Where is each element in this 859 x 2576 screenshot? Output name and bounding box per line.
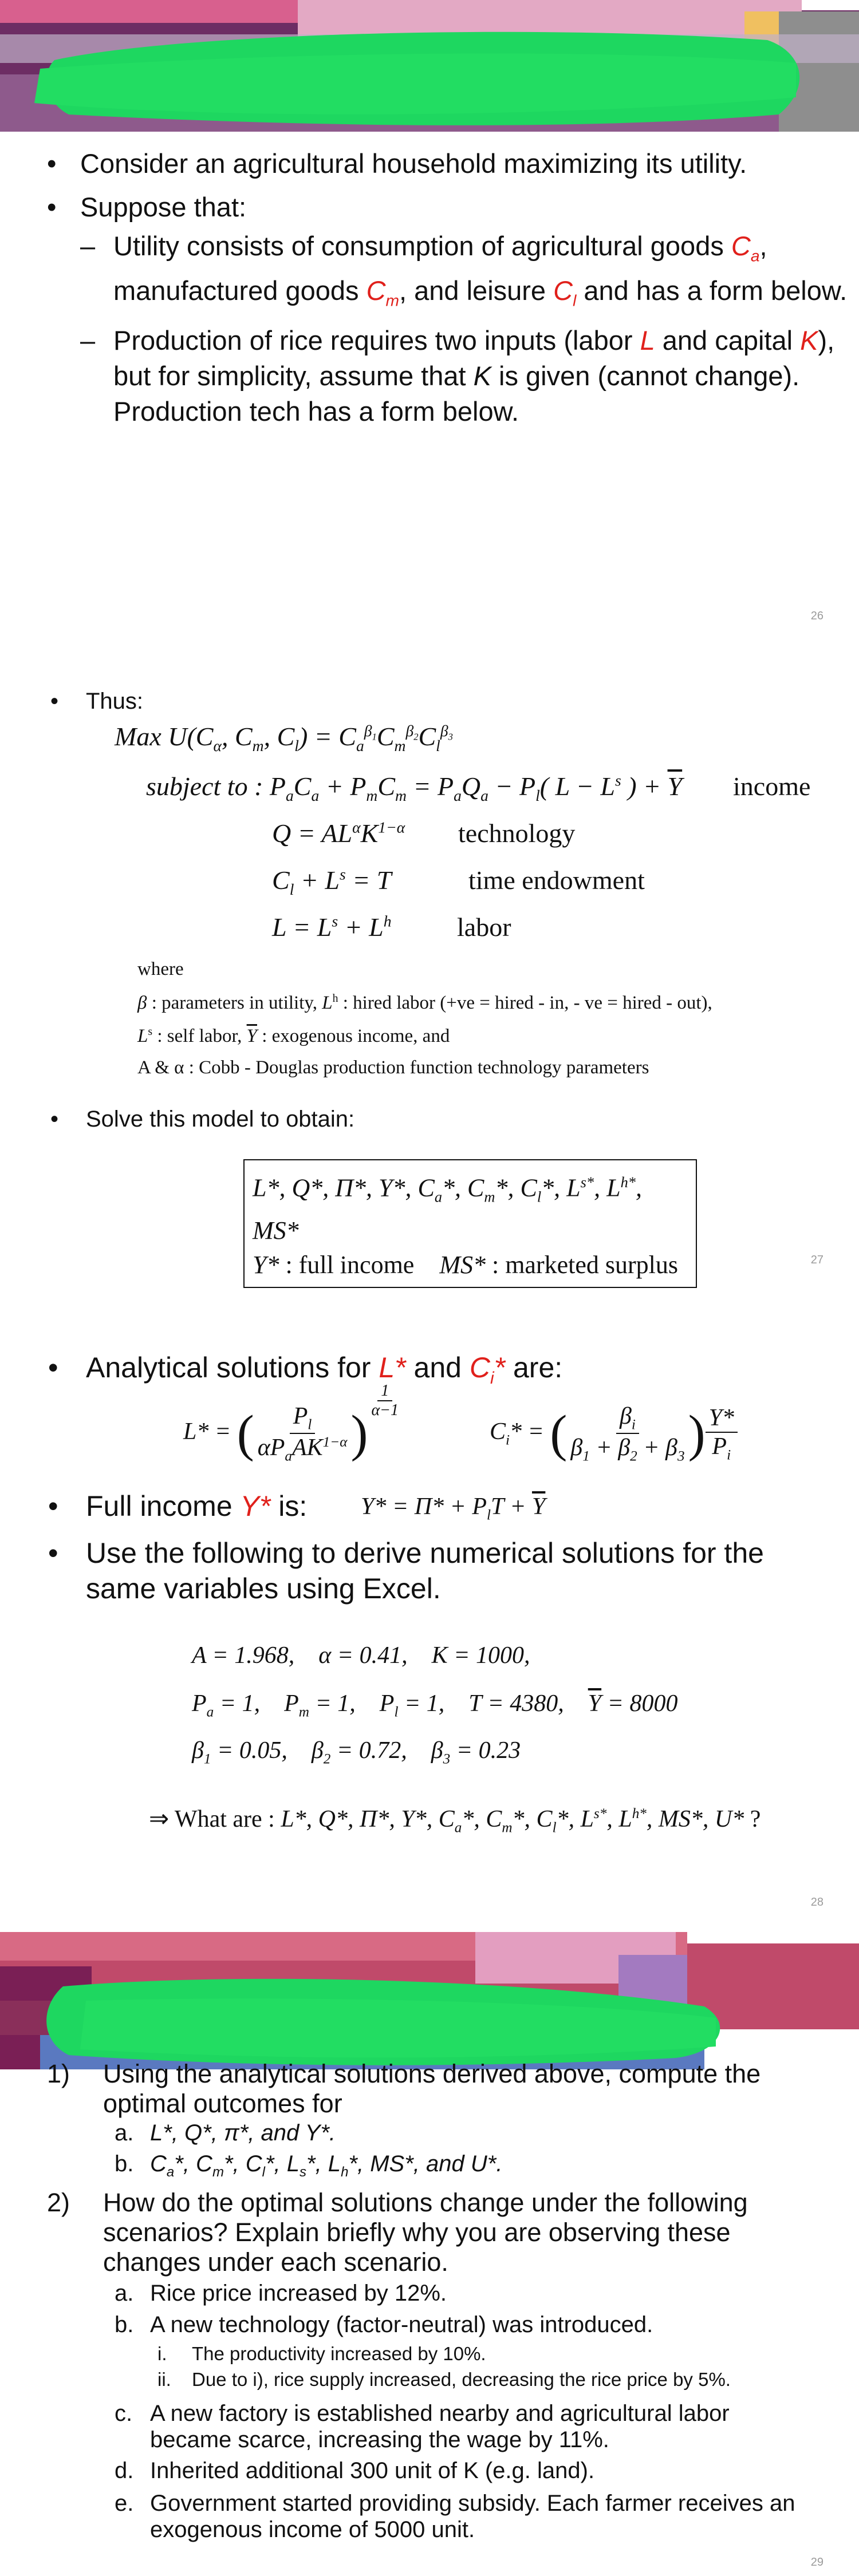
technology-eq: $Q = AL^\alpha K^{1-\alpha}$: [272, 818, 405, 848]
solution-variables: L*, Q*, Π*, Y*, $C_a*$, $C_m*$, $C_l*$, $L^{s*}$, $L^{h*}$, MS*: [253, 1174, 642, 1245]
question-2b-ii-label: ii.: [157, 2369, 171, 2390]
slide1-bullets: [47, 146, 849, 437]
slide-27: [0, 644, 859, 1288]
page-number: 26: [810, 610, 823, 622]
time-endowment-eq: $C_l + L^s = T$: [272, 865, 392, 899]
income-label: income: [733, 772, 811, 801]
solution-box: [243, 1159, 697, 1288]
where-line-2: $L^s$ : self labor, $\overline{Y}$ : exogenous income, and: [137, 1025, 450, 1046]
question-2b-i-label: i.: [157, 2343, 167, 2364]
page-number: 29: [810, 2556, 823, 2569]
question-2a-label: a.: [115, 2281, 134, 2306]
where-line-3: A & α : Cobb - Douglas production function technology parameters: [137, 1057, 649, 1078]
question-1a: L*, Q*, π*, and Y*.: [150, 2120, 336, 2146]
question-1b-label: b.: [115, 2151, 134, 2176]
thus-bullet: • Thus:: [86, 689, 143, 714]
question-2d: Inherited additional 300 unit of K (e.g. land).: [150, 2458, 595, 2483]
question-1b: $C_a*$, $C_m*$, $C_l*$, $L_s*$, $L_h*$, MS*, and U*.: [150, 2151, 503, 2180]
time-endowment-label: time endowment: [468, 866, 645, 895]
what-are-line: ⇒ What are : L*, Q*, Π*, Y*, $C_a*$, $C_m*$, $C_l*$, $L^{s*}$, $L^{h*}$, MS*, U* ?: [149, 1806, 761, 1836]
question-2c-label: c.: [115, 2401, 133, 2426]
params-line-1: A = 1.968, α = 0.41, K = 1000,: [192, 1642, 530, 1669]
solve-bullet: • Solve this model to obtain:: [86, 1107, 354, 1132]
excel-bullet: • Use the following to derive numerical solutions for the same variables using Excel.: [86, 1535, 819, 1606]
redacted-header-banner: [0, 0, 859, 143]
slide-26: [0, 0, 859, 644]
question-2: How do the optimal solutions change under the following scenarios? Explain briefly why you are observing these changes under each scenario.: [103, 2188, 748, 2277]
question-2b-ii: Due to i), rice supply increased, decreasing the rice price by 5%.: [192, 2369, 731, 2390]
slide-28: [0, 1288, 859, 1932]
question-1a-label: a.: [115, 2120, 134, 2146]
question-2b-i: The productivity increased by 10%.: [192, 2343, 486, 2364]
question-2d-label: d.: [115, 2458, 134, 2483]
sub-bullet-production: – Production of rice requires two inputs (labor L and capital K), but for simplicity, assume that K is given (cannot change). Production tech has a form below.: [80, 323, 849, 429]
bullet-suppose: • Suppose that: – Utility consists of consumption of agricultural goods $C_a$, manufactured goods $C_m$, and leisure $C_l$ and has a form below. – Production of rice requires two inputs (labor L and capital K), but for simplicity, assume that K is given (cannot change). Production tech has a form below.: [47, 189, 849, 429]
where-line-1: β : parameters in utility, $L^h$ : hired labor (+ve = hired - in, - ve = hired - out),: [137, 992, 712, 1013]
bullet-household: • Consider an agricultural household maximizing its utility.: [47, 146, 849, 181]
redacted-header-banner: [0, 1932, 859, 2069]
question-2-number: 2): [47, 2188, 70, 2217]
question-2c: A new factory is established nearby and agricultural labor became scarce, increasing the wage by 11%.: [150, 2401, 730, 2452]
technology-label: technology: [458, 819, 576, 848]
params-line-3: $\beta_1 = 0.05$, $\beta_2 = 0.72$, $\beta_3 = 0.23$: [192, 1737, 521, 1767]
sub-bullet-utility: – Utility consists of consumption of agricultural goods $C_a$, manufactured goods $C_m$, and leisure $C_l$ and has a form below.: [80, 228, 849, 318]
slide-29: [0, 1932, 859, 2576]
where-label: where: [137, 959, 184, 979]
question-2b: A new technology (factor-neutral) was introduced.: [150, 2312, 653, 2337]
page-number: 28: [810, 1896, 823, 1909]
labor-solution-eq: L* = ( $\frac{P_l}{\alpha P_aAK^{1-\alpha}}$ ) $^{\frac{1}{\alpha-1}}$: [183, 1382, 399, 1464]
question-2e-label: e.: [115, 2491, 134, 2516]
full-income-bullet: • Full income Y* is:: [86, 1490, 307, 1523]
question-2b-label: b.: [115, 2312, 134, 2337]
question-2a: Rice price increased by 12%.: [150, 2281, 447, 2306]
question-1: Using the analytical solutions derived above, compute the optimal outcomes for: [103, 2059, 761, 2118]
solution-definitions: Y* : full income MS* : marketed surplus: [253, 1251, 679, 1279]
question-2e: Government started providing subsidy. Each farmer receives an exogenous income of 5000 unit.: [150, 2491, 795, 2542]
consumption-solution-eq: $C_i*$ = ( $\frac{\beta_i}{\beta_1 + \beta_2 + \beta_3}$ ) $\frac{Y*}{P_i}$: [490, 1402, 738, 1465]
analytical-bullet: • Analytical solutions for L* and $C_i*$ are:: [86, 1351, 562, 1388]
max-utility-eq: Max $U(C_\alpha$, $C_m$, $C_l) = C_a^{\beta_1}C_m^{\beta_2}C_l^{\beta_3}$: [115, 721, 453, 755]
full-income-eq: $Y* = \Pi* + P_lT + \overline{Y}$: [361, 1494, 546, 1523]
budget-constraint-eq: subject to : $P_aC_a + P_mC_m = P_aQ_a - P_l$( $L - L^s$ ) + $\overline{Y}$: [146, 771, 683, 805]
labor-label: labor: [457, 912, 511, 942]
question-1-number: 1): [47, 2059, 70, 2088]
page-number: 27: [810, 1254, 823, 1266]
labor-eq: $L = L^s + L^h$: [272, 912, 392, 942]
params-line-2: $P_a = 1$, $P_m = 1$, $P_l = 1$, T = 4380, $\overline{Y} = 8000$: [192, 1690, 678, 1720]
